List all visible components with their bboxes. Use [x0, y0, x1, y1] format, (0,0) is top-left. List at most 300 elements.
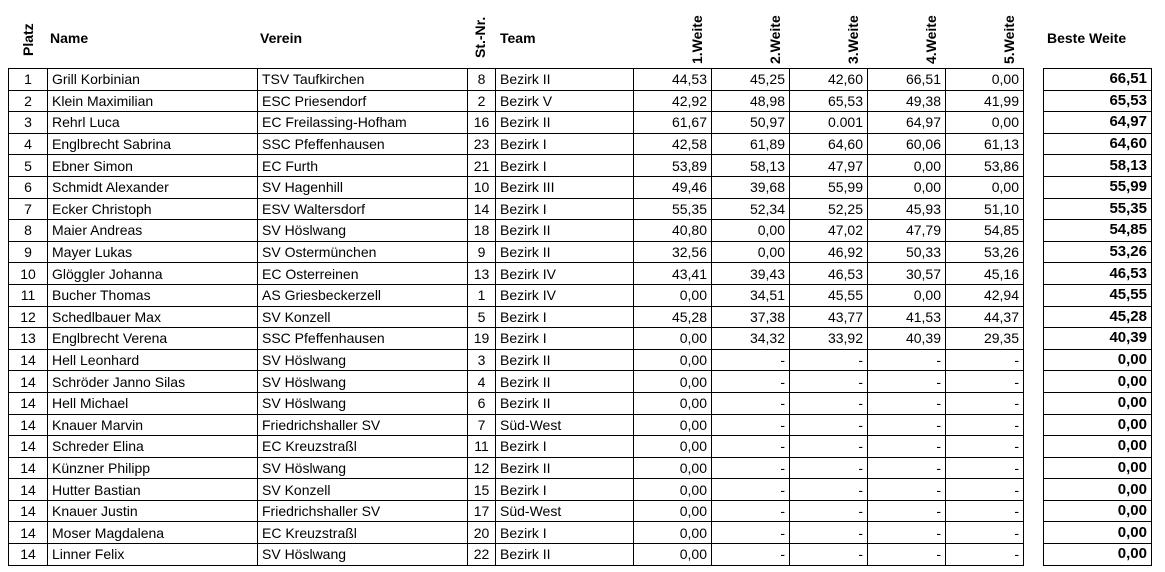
weite-4-cell: 47,79: [868, 220, 946, 242]
verein-cell: Friedrichshaller SV: [258, 414, 468, 436]
weite-2-cell: -: [712, 479, 790, 501]
weite-2-cell: 52,34: [712, 198, 790, 220]
start-number-cell: 14: [468, 198, 496, 220]
beste-weite-cell: 0,00: [1044, 414, 1152, 436]
start-number-cell: 10: [468, 176, 496, 198]
start-number-cell: 4: [468, 371, 496, 393]
best-row: [1044, 371, 1152, 393]
weite-3-cell: -: [790, 392, 868, 414]
beste-weite-cell: 45,55: [1044, 284, 1152, 306]
beste-weite-cell: 64,97: [1044, 112, 1152, 134]
team-cell: Bezirk I: [496, 522, 634, 544]
weite-1-cell: 0,00: [634, 349, 712, 371]
table-row: [9, 306, 1024, 328]
weite-5-cell: -: [946, 457, 1024, 479]
weite-2-cell: 48,98: [712, 90, 790, 112]
best-row: [1044, 198, 1152, 220]
platz-cell: 2: [9, 90, 48, 112]
best-row: [1044, 155, 1152, 177]
name-cell: Hutter Bastian: [48, 479, 258, 501]
weite-5-cell: 54,85: [946, 220, 1024, 242]
name-cell: Klein Maximilian: [48, 90, 258, 112]
team-cell: Bezirk II: [496, 69, 634, 91]
header-stnr: St.-Nr.: [472, 16, 488, 58]
weite-1-cell: 55,35: [634, 198, 712, 220]
start-number-cell: 11: [468, 436, 496, 458]
platz-cell: 14: [9, 436, 48, 458]
start-number-cell: 15: [468, 479, 496, 501]
start-number-cell: 6: [468, 392, 496, 414]
weite-1-cell: 0,00: [634, 500, 712, 522]
team-cell: Bezirk IV: [496, 263, 634, 285]
start-number-cell: 2: [468, 90, 496, 112]
verein-cell: SV Höslwang: [258, 544, 468, 566]
best-row: [1044, 457, 1152, 479]
weite-3-cell: 46,53: [790, 263, 868, 285]
weite-5-cell: -: [946, 371, 1024, 393]
weite-5-cell: -: [946, 479, 1024, 501]
header-weite-1: 1.Weite: [689, 15, 705, 64]
table-row: [9, 436, 1024, 458]
table-row: [9, 198, 1024, 220]
weite-2-cell: 45,25: [712, 69, 790, 91]
best-row: [1044, 284, 1152, 306]
table-row: [9, 69, 1024, 91]
platz-cell: 14: [9, 479, 48, 501]
weite-4-cell: 66,51: [868, 69, 946, 91]
start-number-cell: 21: [468, 155, 496, 177]
platz-cell: 11: [9, 284, 48, 306]
table-row: [9, 457, 1024, 479]
weite-5-cell: -: [946, 436, 1024, 458]
verein-cell: SSC Pfeffenhausen: [258, 328, 468, 350]
header-name: Name: [50, 30, 89, 46]
platz-cell: 4: [9, 133, 48, 155]
best-row: [1044, 69, 1152, 91]
team-cell: Bezirk II: [496, 112, 634, 134]
verein-cell: TSV Taufkirchen: [258, 69, 468, 91]
header-weite-2: 2.Weite: [767, 15, 783, 64]
start-number-cell: 7: [468, 414, 496, 436]
weite-3-cell: 52,25: [790, 198, 868, 220]
best-row: [1044, 392, 1152, 414]
beste-weite-cell: 0,00: [1044, 522, 1152, 544]
weite-1-cell: 0,00: [634, 544, 712, 566]
weite-5-cell: 45,16: [946, 263, 1024, 285]
table-row: [9, 176, 1024, 198]
header-weite-4: 4.Weite: [923, 15, 939, 64]
start-number-cell: 13: [468, 263, 496, 285]
beste-weite-cell: 0,00: [1044, 500, 1152, 522]
weite-2-cell: 34,51: [712, 284, 790, 306]
team-cell: Bezirk II: [496, 544, 634, 566]
weite-3-cell: -: [790, 436, 868, 458]
weite-3-cell: -: [790, 479, 868, 501]
weite-5-cell: -: [946, 392, 1024, 414]
weite-1-cell: 0,00: [634, 479, 712, 501]
weite-5-cell: 42,94: [946, 284, 1024, 306]
verein-cell: ESV Waltersdorf: [258, 198, 468, 220]
start-number-cell: 19: [468, 328, 496, 350]
best-row: [1044, 328, 1152, 350]
weite-5-cell: 44,37: [946, 306, 1024, 328]
weite-4-cell: 64,97: [868, 112, 946, 134]
beste-weite-cell: 55,99: [1044, 176, 1152, 198]
platz-cell: 14: [9, 522, 48, 544]
team-cell: Bezirk I: [496, 479, 634, 501]
weite-3-cell: 43,77: [790, 306, 868, 328]
weite-3-cell: -: [790, 500, 868, 522]
weite-5-cell: 53,26: [946, 241, 1024, 263]
table-row: [9, 392, 1024, 414]
weite-5-cell: 53,86: [946, 155, 1024, 177]
platz-cell: 14: [9, 457, 48, 479]
weite-4-cell: 30,57: [868, 263, 946, 285]
table-row: [9, 500, 1024, 522]
beste-weite-cell: 54,85: [1044, 220, 1152, 242]
platz-cell: 7: [9, 198, 48, 220]
start-number-cell: 8: [468, 69, 496, 91]
verein-cell: SV Konzell: [258, 479, 468, 501]
name-cell: Ebner Simon: [48, 155, 258, 177]
weite-2-cell: -: [712, 457, 790, 479]
platz-cell: 13: [9, 328, 48, 350]
team-cell: Bezirk II: [496, 392, 634, 414]
weite-4-cell: -: [868, 479, 946, 501]
weite-5-cell: -: [946, 500, 1024, 522]
weite-5-cell: 61,13: [946, 133, 1024, 155]
name-cell: Knauer Justin: [48, 500, 258, 522]
platz-cell: 14: [9, 349, 48, 371]
best-row: [1044, 263, 1152, 285]
best-distance-table: [1043, 68, 1152, 566]
beste-weite-cell: 0,00: [1044, 349, 1152, 371]
weite-4-cell: 0,00: [868, 176, 946, 198]
weite-1-cell: 61,67: [634, 112, 712, 134]
weite-3-cell: 55,99: [790, 176, 868, 198]
team-cell: Bezirk II: [496, 457, 634, 479]
start-number-cell: 23: [468, 133, 496, 155]
beste-weite-cell: 0,00: [1044, 544, 1152, 566]
best-row: [1044, 133, 1152, 155]
name-cell: Schreder Elina: [48, 436, 258, 458]
weite-3-cell: 46,92: [790, 241, 868, 263]
weite-1-cell: 0,00: [634, 522, 712, 544]
platz-cell: 14: [9, 544, 48, 566]
weite-2-cell: -: [712, 349, 790, 371]
weite-1-cell: 53,89: [634, 155, 712, 177]
table-row: [9, 90, 1024, 112]
weite-4-cell: -: [868, 371, 946, 393]
platz-cell: 10: [9, 263, 48, 285]
weite-3-cell: -: [790, 522, 868, 544]
beste-weite-cell: 58,13: [1044, 155, 1152, 177]
weite-5-cell: 51,10: [946, 198, 1024, 220]
name-cell: Englbrecht Verena: [48, 328, 258, 350]
name-cell: Mayer Lukas: [48, 241, 258, 263]
verein-cell: EC Furth: [258, 155, 468, 177]
table-row: [9, 155, 1024, 177]
table-row: [9, 328, 1024, 350]
weite-1-cell: 42,58: [634, 133, 712, 155]
platz-cell: 5: [9, 155, 48, 177]
weite-2-cell: -: [712, 544, 790, 566]
weite-1-cell: 32,56: [634, 241, 712, 263]
weite-4-cell: 50,33: [868, 241, 946, 263]
weite-2-cell: 34,32: [712, 328, 790, 350]
platz-cell: 12: [9, 306, 48, 328]
weite-1-cell: 0,00: [634, 414, 712, 436]
weite-5-cell: 0,00: [946, 176, 1024, 198]
results-table: [8, 68, 1024, 566]
header-weite-3: 3.Weite: [845, 15, 861, 64]
start-number-cell: 17: [468, 500, 496, 522]
header-weite-5: 5.Weite: [1001, 15, 1017, 64]
weite-4-cell: -: [868, 436, 946, 458]
weite-4-cell: -: [868, 392, 946, 414]
weite-4-cell: -: [868, 414, 946, 436]
weite-2-cell: -: [712, 371, 790, 393]
verein-cell: SV Konzell: [258, 306, 468, 328]
team-cell: Süd-West: [496, 500, 634, 522]
verein-cell: SV Höslwang: [258, 371, 468, 393]
table-row: [9, 544, 1024, 566]
table-row: [9, 284, 1024, 306]
start-number-cell: 18: [468, 220, 496, 242]
weite-2-cell: 58,13: [712, 155, 790, 177]
name-cell: Künzner Philipp: [48, 457, 258, 479]
verein-cell: SV Höslwang: [258, 220, 468, 242]
weite-4-cell: -: [868, 349, 946, 371]
header-team: Team: [500, 30, 536, 46]
start-number-cell: 9: [468, 241, 496, 263]
best-row: [1044, 522, 1152, 544]
weite-3-cell: 65,53: [790, 90, 868, 112]
weite-3-cell: 33,92: [790, 328, 868, 350]
beste-weite-cell: 55,35: [1044, 198, 1152, 220]
team-cell: Bezirk I: [496, 155, 634, 177]
weite-4-cell: 0,00: [868, 155, 946, 177]
weite-1-cell: 42,92: [634, 90, 712, 112]
team-cell: Bezirk II: [496, 241, 634, 263]
best-row: [1044, 90, 1152, 112]
weite-3-cell: -: [790, 457, 868, 479]
weite-3-cell: -: [790, 371, 868, 393]
weite-2-cell: -: [712, 522, 790, 544]
weite-1-cell: 0,00: [634, 371, 712, 393]
weite-2-cell: -: [712, 500, 790, 522]
beste-weite-cell: 66,51: [1044, 69, 1152, 91]
weite-1-cell: 49,46: [634, 176, 712, 198]
platz-cell: 8: [9, 220, 48, 242]
best-row: [1044, 112, 1152, 134]
weite-1-cell: 44,53: [634, 69, 712, 91]
start-number-cell: 20: [468, 522, 496, 544]
beste-weite-cell: 65,53: [1044, 90, 1152, 112]
weite-4-cell: -: [868, 544, 946, 566]
weite-2-cell: 61,89: [712, 133, 790, 155]
header-beste-weite: Beste Weite: [1047, 30, 1127, 46]
name-cell: Ecker Christoph: [48, 198, 258, 220]
name-cell: Schröder Janno Silas: [48, 371, 258, 393]
platz-cell: 14: [9, 414, 48, 436]
beste-weite-cell: 40,39: [1044, 328, 1152, 350]
team-cell: Bezirk III: [496, 176, 634, 198]
name-cell: Schmidt Alexander: [48, 176, 258, 198]
team-cell: Bezirk V: [496, 90, 634, 112]
team-cell: Bezirk IV: [496, 284, 634, 306]
beste-weite-cell: 0,00: [1044, 436, 1152, 458]
best-row: [1044, 414, 1152, 436]
platz-cell: 3: [9, 112, 48, 134]
weite-2-cell: -: [712, 436, 790, 458]
weite-4-cell: 49,38: [868, 90, 946, 112]
table-row: [9, 414, 1024, 436]
start-number-cell: 3: [468, 349, 496, 371]
beste-weite-cell: 0,00: [1044, 479, 1152, 501]
verein-cell: SSC Pfeffenhausen: [258, 133, 468, 155]
verein-cell: SV Höslwang: [258, 392, 468, 414]
name-cell: Glöggler Johanna: [48, 263, 258, 285]
platz-cell: 14: [9, 392, 48, 414]
verein-cell: EC Kreuzstraßl: [258, 436, 468, 458]
weite-3-cell: 42,60: [790, 69, 868, 91]
start-number-cell: 16: [468, 112, 496, 134]
name-cell: Bucher Thomas: [48, 284, 258, 306]
header-verein: Verein: [260, 30, 303, 46]
table-row: [9, 241, 1024, 263]
weite-4-cell: 60,06: [868, 133, 946, 155]
start-number-cell: 22: [468, 544, 496, 566]
platz-cell: 6: [9, 176, 48, 198]
weite-4-cell: 0,00: [868, 284, 946, 306]
verein-cell: EC Kreuzstraßl: [258, 522, 468, 544]
name-cell: Schedlbauer Max: [48, 306, 258, 328]
weite-3-cell: 0.001: [790, 112, 868, 134]
name-cell: Rehrl Luca: [48, 112, 258, 134]
weite-3-cell: 47,02: [790, 220, 868, 242]
team-cell: Bezirk I: [496, 133, 634, 155]
weite-4-cell: 41,53: [868, 306, 946, 328]
best-row: [1044, 241, 1152, 263]
beste-weite-cell: 45,28: [1044, 306, 1152, 328]
weite-1-cell: 0,00: [634, 457, 712, 479]
name-cell: Hell Leonhard: [48, 349, 258, 371]
name-cell: Moser Magdalena: [48, 522, 258, 544]
weite-4-cell: -: [868, 500, 946, 522]
weite-3-cell: -: [790, 414, 868, 436]
weite-5-cell: -: [946, 414, 1024, 436]
weite-5-cell: 0,00: [946, 69, 1024, 91]
start-number-cell: 5: [468, 306, 496, 328]
weite-3-cell: 45,55: [790, 284, 868, 306]
weite-1-cell: 45,28: [634, 306, 712, 328]
platz-cell: 9: [9, 241, 48, 263]
verein-cell: EC Osterreinen: [258, 263, 468, 285]
best-row: [1044, 176, 1152, 198]
best-row: [1044, 436, 1152, 458]
beste-weite-cell: 46,53: [1044, 263, 1152, 285]
weite-5-cell: 0,00: [946, 112, 1024, 134]
start-number-cell: 12: [468, 457, 496, 479]
weite-2-cell: 39,68: [712, 176, 790, 198]
verein-cell: ESC Priesendorf: [258, 90, 468, 112]
weite-4-cell: 40,39: [868, 328, 946, 350]
verein-cell: SV Höslwang: [258, 457, 468, 479]
best-row: [1044, 306, 1152, 328]
name-cell: Englbrecht Sabrina: [48, 133, 258, 155]
name-cell: Knauer Marvin: [48, 414, 258, 436]
beste-weite-cell: 53,26: [1044, 241, 1152, 263]
beste-weite-cell: 0,00: [1044, 371, 1152, 393]
weite-3-cell: -: [790, 544, 868, 566]
weite-2-cell: -: [712, 392, 790, 414]
name-cell: Hell Michael: [48, 392, 258, 414]
beste-weite-cell: 64,60: [1044, 133, 1152, 155]
weite-1-cell: 43,41: [634, 263, 712, 285]
weite-4-cell: 45,93: [868, 198, 946, 220]
team-cell: Bezirk II: [496, 371, 634, 393]
weite-1-cell: 0,00: [634, 284, 712, 306]
table-row: [9, 371, 1024, 393]
table-row: [9, 522, 1024, 544]
weite-1-cell: 40,80: [634, 220, 712, 242]
verein-cell: AS Griesbeckerzell: [258, 284, 468, 306]
weite-5-cell: -: [946, 544, 1024, 566]
table-row: [9, 263, 1024, 285]
team-cell: Bezirk I: [496, 436, 634, 458]
verein-cell: SV Hagenhill: [258, 176, 468, 198]
best-row: [1044, 220, 1152, 242]
weite-3-cell: 47,97: [790, 155, 868, 177]
weite-3-cell: -: [790, 349, 868, 371]
header-platz: Platz: [20, 23, 36, 56]
best-row: [1044, 349, 1152, 371]
table-row: [9, 112, 1024, 134]
beste-weite-cell: 0,00: [1044, 457, 1152, 479]
team-cell: Bezirk I: [496, 306, 634, 328]
verein-cell: Friedrichshaller SV: [258, 500, 468, 522]
team-cell: Bezirk I: [496, 198, 634, 220]
name-cell: Grill Korbinian: [48, 69, 258, 91]
name-cell: Linner Felix: [48, 544, 258, 566]
platz-cell: 1: [9, 69, 48, 91]
team-cell: Bezirk I: [496, 328, 634, 350]
start-number-cell: 1: [468, 284, 496, 306]
table-row: [9, 133, 1024, 155]
weite-1-cell: 0,00: [634, 328, 712, 350]
weite-4-cell: -: [868, 522, 946, 544]
beste-weite-cell: 0,00: [1044, 392, 1152, 414]
weite-5-cell: -: [946, 349, 1024, 371]
team-cell: Bezirk II: [496, 349, 634, 371]
weite-2-cell: 0,00: [712, 241, 790, 263]
weite-2-cell: 50,97: [712, 112, 790, 134]
weite-2-cell: 39,43: [712, 263, 790, 285]
table-row: [9, 479, 1024, 501]
name-cell: Maier Andreas: [48, 220, 258, 242]
platz-cell: 14: [9, 371, 48, 393]
weite-4-cell: -: [868, 457, 946, 479]
verein-cell: SV Ostermünchen: [258, 241, 468, 263]
platz-cell: 14: [9, 500, 48, 522]
verein-cell: SV Höslwang: [258, 349, 468, 371]
best-row: [1044, 500, 1152, 522]
weite-5-cell: -: [946, 522, 1024, 544]
team-cell: Süd-West: [496, 414, 634, 436]
weite-5-cell: 29,35: [946, 328, 1024, 350]
verein-cell: EC Freilassing-Hofham: [258, 112, 468, 134]
